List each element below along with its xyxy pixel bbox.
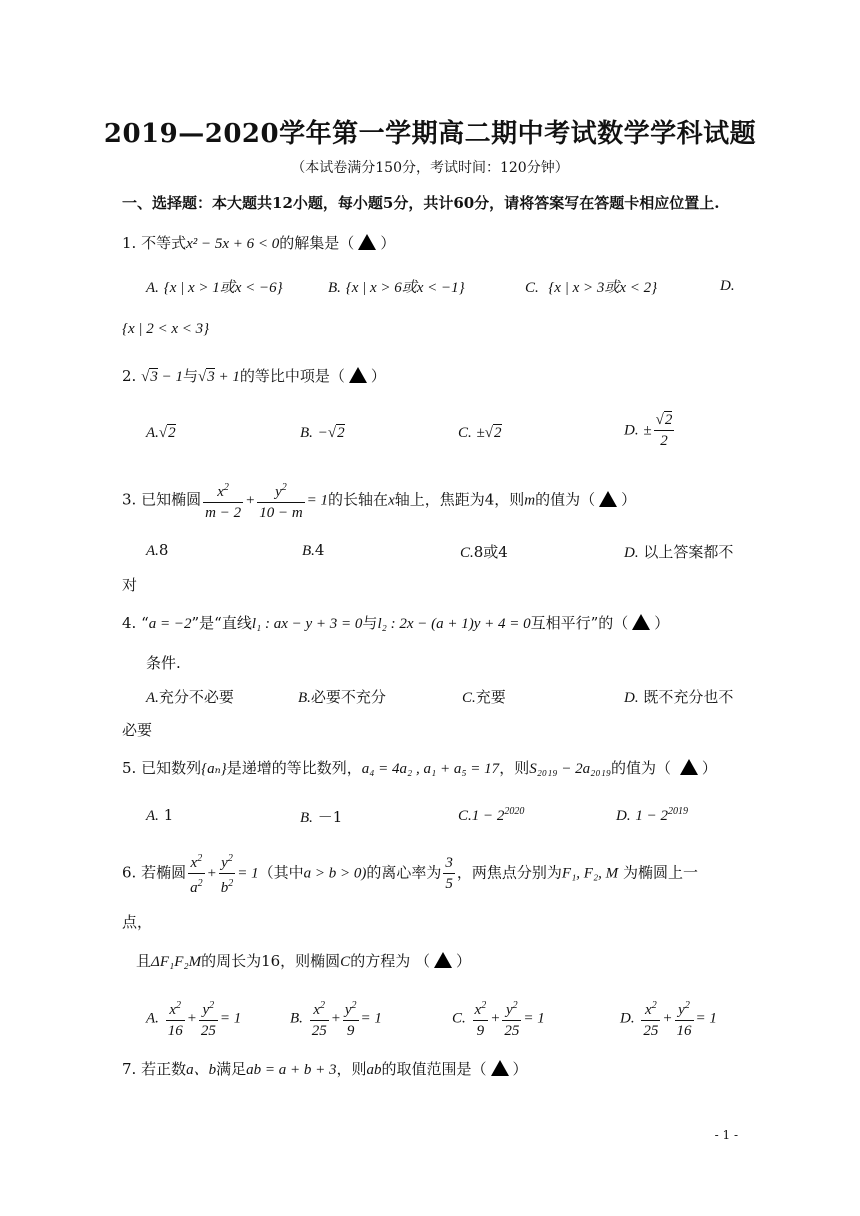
question-4-continued: 条件. <box>146 654 181 672</box>
option-d-text: {x | 2 < x < 3} <box>122 321 210 337</box>
option-c: C. ±√2 <box>458 425 502 441</box>
option-d-wrap: 对 <box>122 576 138 594</box>
question-1: 1. 不等式x² − 5x + 6 < 0的解集是（ ） <box>122 234 396 252</box>
option-b: B. －1 <box>300 808 343 826</box>
option-b: B. {x | x > 6或x < −1} <box>328 280 465 296</box>
question-7: 7. 若正数a、b满足ab = a + b + 3，则ab的取值范围是（ ） <box>122 1060 528 1078</box>
option-c: $C.1 - 2^{2020}$ <box>458 806 525 824</box>
option-a: A. {x | x > 1或x < −6} <box>146 280 283 296</box>
option-d: D. ± $\frac{√2}{2}$ <box>624 412 673 449</box>
option-b: B. $\frac{x^2}{25}$ + $\frac{y^2}{9}$ = 1 <box>290 996 382 1041</box>
option-b: B.必要不充分 <box>298 688 386 706</box>
option-c: C.8或4 <box>460 543 508 561</box>
section-heading: 一、选择题：本大题共12小题，每小题5分，共计60分，请将答案写在答题卡相应位置上. <box>122 194 720 212</box>
page-title: 2019—2020学年第一学期高二期中考试数学学科试题 <box>103 119 757 149</box>
triangle-icon <box>680 759 698 775</box>
question-number: 2. <box>122 367 137 385</box>
triangle-icon <box>358 234 376 250</box>
option-a: A. 1 <box>146 806 174 824</box>
option-c: C.充要 <box>462 688 506 706</box>
option-d-wrap: 必要 <box>122 721 153 739</box>
inequality: x² − 5x + 6 < 0 <box>186 236 280 252</box>
triangle-icon <box>349 367 367 383</box>
option-a: A.√2 <box>146 425 176 441</box>
triangle-icon <box>434 952 452 968</box>
triangle-icon <box>599 491 617 507</box>
question-4: 4. “a = −2”是“直线l₁ : ax − y + 3 = 0与l₂ : 2x − (a + 1)y + 4 = 0互相平行”的（ ） <box>122 614 670 632</box>
triangle-icon <box>491 1060 509 1076</box>
question-6: 6. 若椭圆 $\frac{x^2}{a^2}$ + $\frac{y^2}{b^2}$ = 1（其中a > b > 0)的离心率为 $\frac{3}{5}$ ，两焦点分别为F₁, F₂, M 为椭圆上一 <box>122 849 698 898</box>
option-c: C. {x | x > 3或x < 2} <box>525 280 658 296</box>
option-d: D. <box>720 278 735 294</box>
option-a: A.8 <box>146 541 169 559</box>
option-d: D. 以上答案都不 <box>624 543 734 561</box>
question-6-continued: 点， <box>122 913 153 931</box>
question-6-condition: 且ΔF₁F₂M的周长为16，则椭圆C的方程为 （ ） <box>136 952 471 970</box>
option-a: A.充分不必要 <box>146 688 234 706</box>
option-a: A. $\frac{x^2}{16}$ + $\frac{y^2}{25}$ = 1 <box>146 996 241 1041</box>
option-b: B.4 <box>302 541 325 559</box>
question-3: 3. 已知椭圆 $\frac{x^2}{m - 2}$ + $\frac{y^2}{10 - m}$ = 1的长轴在x轴上，焦距为4，则m的值为（ ） <box>122 478 636 523</box>
option-d: D. 既不充分也不 <box>624 688 734 706</box>
option-d: D. $1 - 2^{2019}$ <box>616 806 688 824</box>
question-number: 1. <box>122 234 137 252</box>
exam-info: （本试卷满分150分，考试时间：120分钟） <box>291 160 569 176</box>
question-5: 5. 已知数列{aₙ}是递增的等比数列，a₄ = 4a₂ , a₁ + a₅ = 17，则S₂₀₁₉ − 2a₂₀₁₉的值为（ ） <box>122 759 717 777</box>
triangle-icon <box>632 614 650 630</box>
option-c: C. $\frac{x^2}{9}$ + $\frac{y^2}{25}$ = 1 <box>452 996 545 1041</box>
page-number: - 1 - <box>714 1128 738 1142</box>
question-2: 2. √3 − 1与√3 + 1的等比中项是（ ） <box>122 367 386 385</box>
option-b: B. −√2 <box>300 425 345 441</box>
option-d: D. $\frac{x^2}{25}$ + $\frac{y^2}{16}$ = 1 <box>620 996 717 1041</box>
